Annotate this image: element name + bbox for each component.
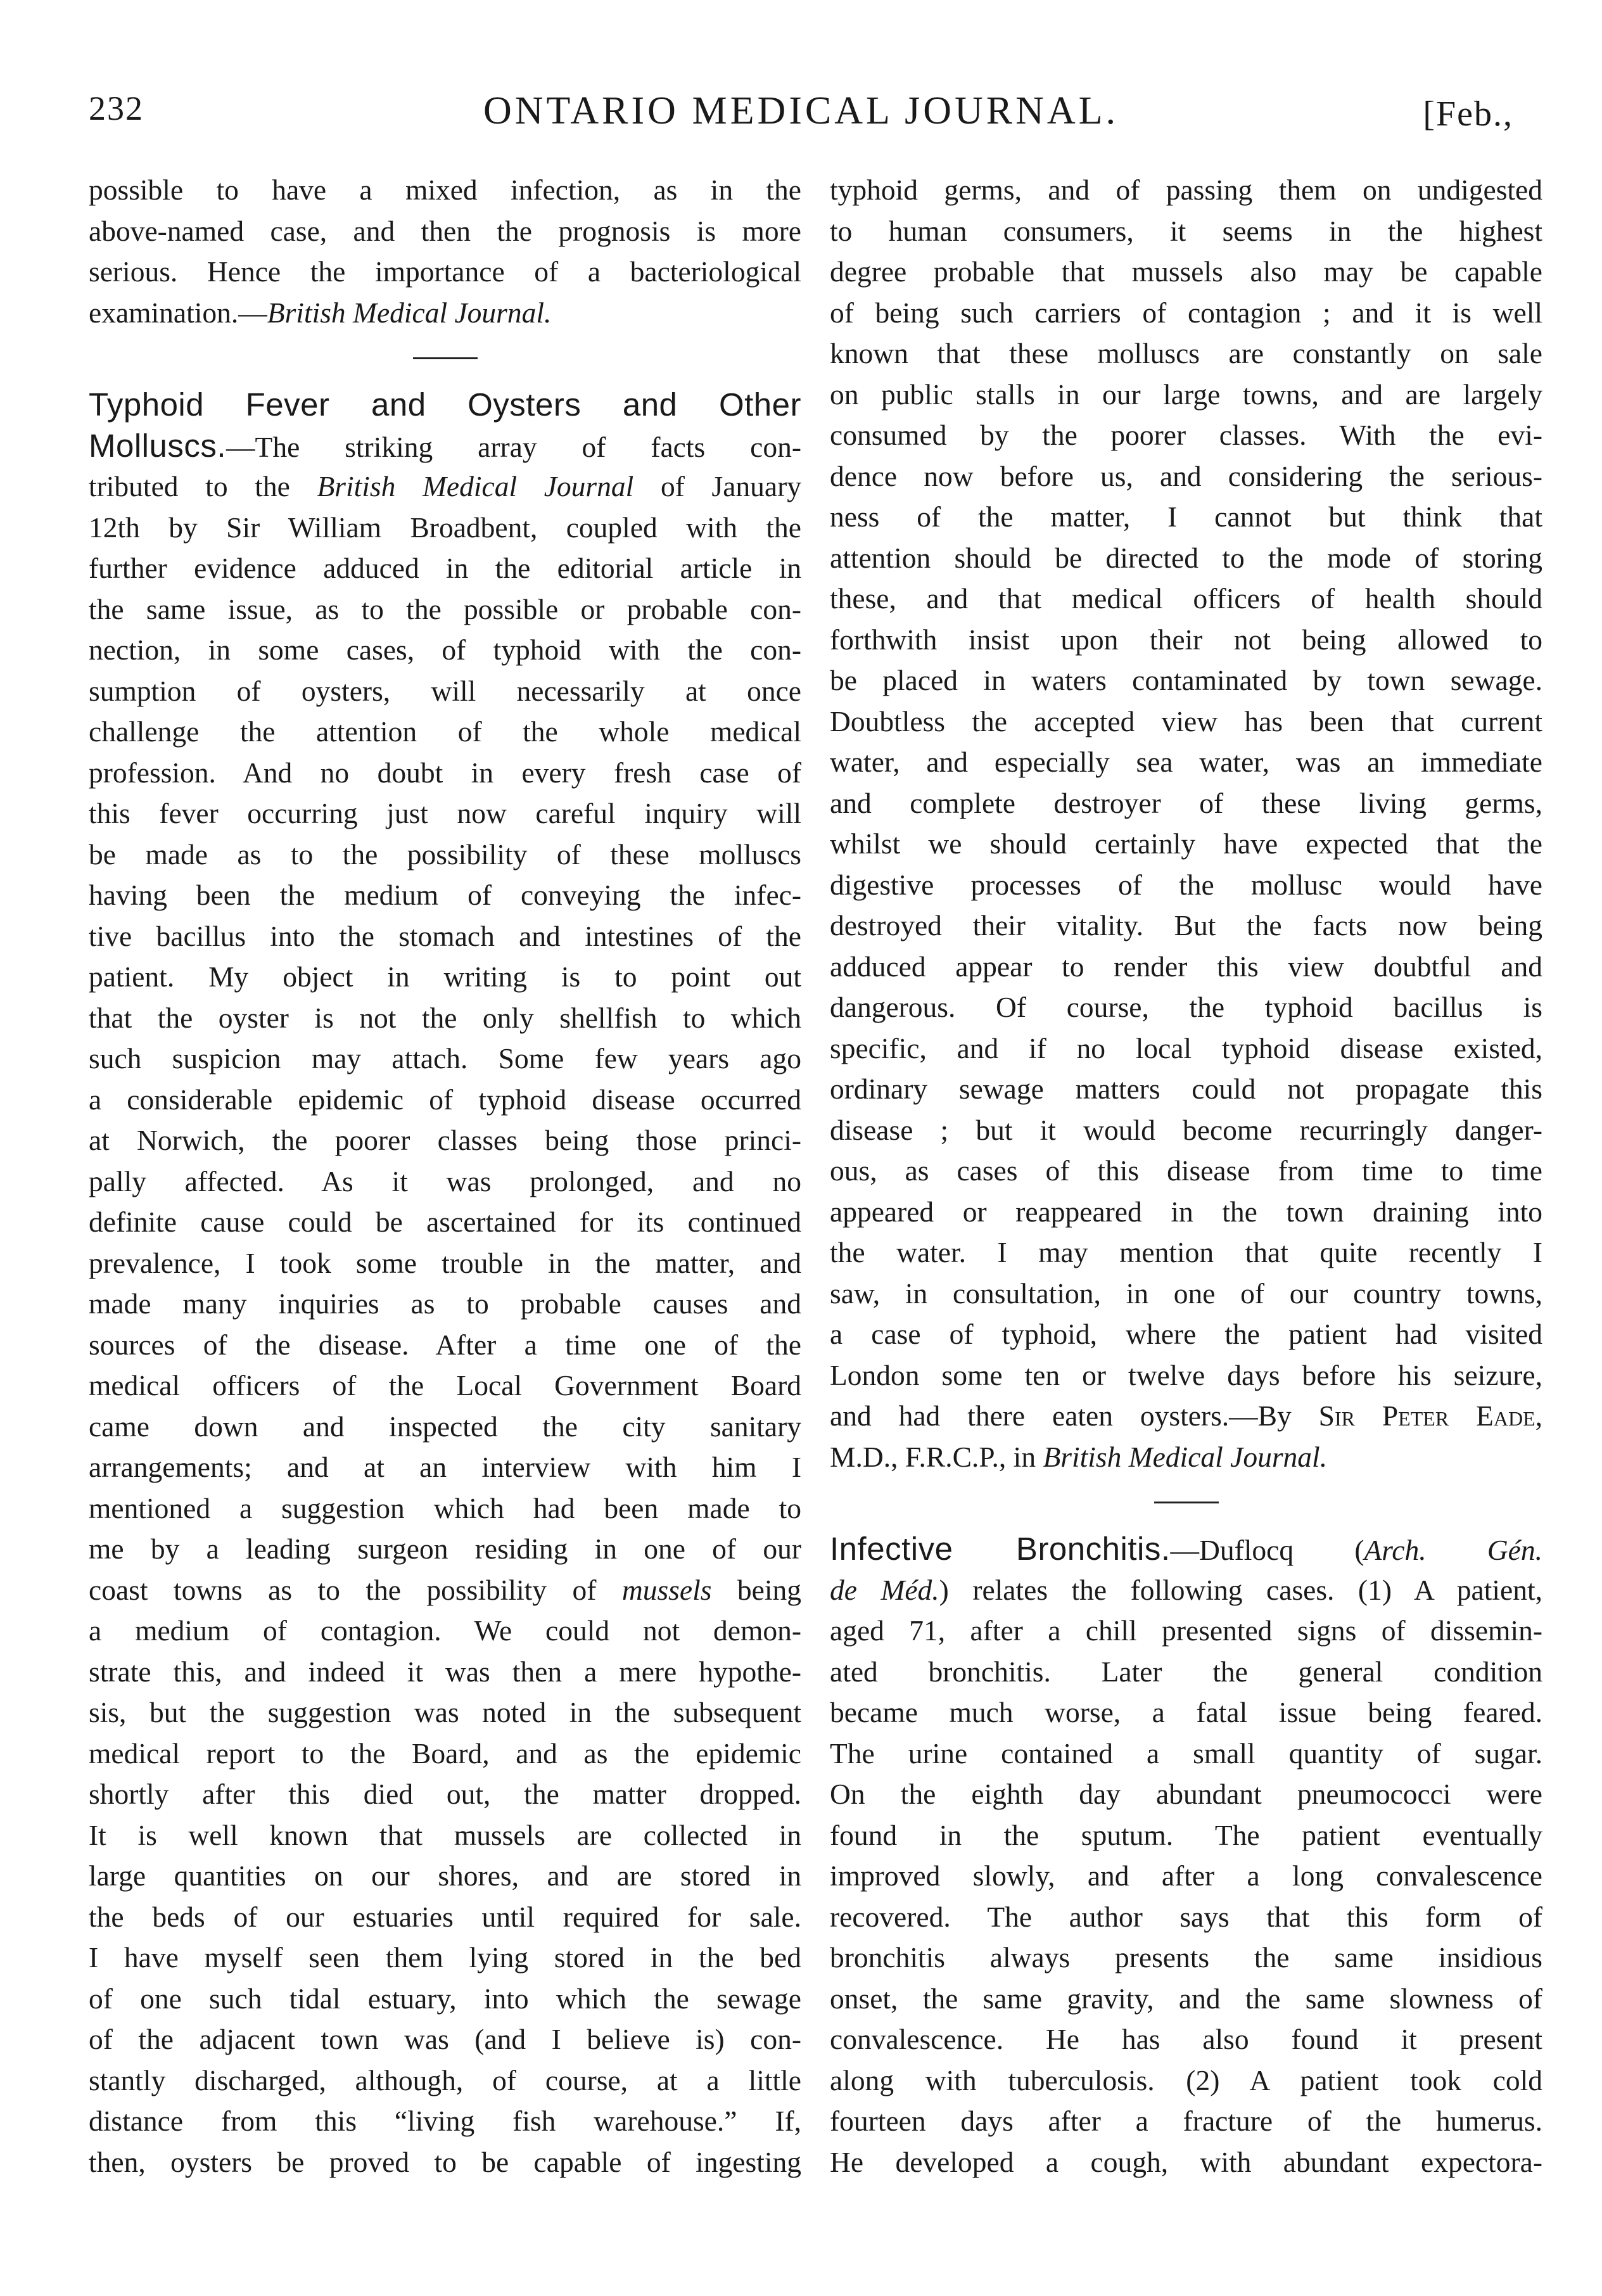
text-line: arrangements; and at an interview with him I <box>89 1451 801 1483</box>
text-line: large quantities on our shores, and are stored in <box>89 1859 801 1892</box>
citation-source: Arch. Gén. <box>1364 1534 1542 1566</box>
text-line: stantly discharged, although, of course, at a little <box>89 2063 801 2096</box>
text-line: adduced appear to render this view doubtful and <box>830 950 1542 983</box>
text-line: such suspicion may attach. Some few years ago <box>89 1042 801 1075</box>
text-line: further evidence adduced in the editorial article in <box>89 552 801 584</box>
text-line: a medium of contagion. We could not demon- <box>89 1614 801 1647</box>
text-line <box>830 1437 1542 1478</box>
text-line: improved slowly, and after a long convalescence <box>830 1859 1542 1892</box>
text-line: at Norwich, the poorer classes being those princi- <box>89 1124 801 1156</box>
text-run: M.D., F.R.C.P., in <box>830 1440 1043 1473</box>
text-run: coast towns as to the possibility of <box>89 1573 622 1606</box>
text-line: medical report to the Board, and as the epidemic <box>89 1737 801 1770</box>
text-line: patient. My object in writing is to point out <box>89 960 801 993</box>
text-line: the water. I may mention that quite recently I <box>830 1236 1542 1268</box>
text-line: disease ; but it would become recurringly danger- <box>830 1113 1542 1146</box>
text-line: saw, in consultation, in one of our country towns, <box>830 1277 1542 1310</box>
text-line: challenge the attention of the whole medical <box>89 715 801 748</box>
text-line: the beds of our estuaries until required for sale. <box>89 1900 801 1933</box>
right-column <box>830 170 1542 2183</box>
text-line: along with tuberculosis. (2) A patient took cold <box>830 2063 1542 2096</box>
section-divider <box>1154 1502 1219 1503</box>
text-line: typhoid germs, and of passing them on undigested <box>830 174 1542 206</box>
text-line: medical officers of the Local Government Board <box>89 1369 801 1401</box>
text-line: degree probable that mussels also may be capable <box>830 255 1542 288</box>
text-line: above-named case, and then the prognosis is more <box>89 214 801 247</box>
text-line: fourteen days after a fracture of the humerus. <box>830 2105 1542 2137</box>
author-name: Sir Peter Eade, <box>1318 1400 1542 1432</box>
date-mark: [Feb., <box>1423 94 1513 134</box>
text-line <box>89 426 801 467</box>
text-line: digestive processes of the mollusc would have <box>830 868 1542 901</box>
text-line <box>89 466 801 507</box>
text-run: being <box>711 1573 801 1606</box>
text-line: possible to have a mixed infection, as in the <box>89 174 801 206</box>
text-line: definite cause could be ascertained for its continued <box>89 1206 801 1238</box>
text-line: of the adjacent town was (and I believe is) con- <box>89 2023 801 2055</box>
text-line: a considerable epidemic of typhoid disease occurred <box>89 1083 801 1116</box>
article-heading: Typhoid Fever and Oysters and Other <box>89 386 801 423</box>
text-line: destroyed their vitality. But the facts now being <box>830 909 1542 941</box>
text-line: distance from this “living fish warehouse.” If, <box>89 2105 801 2137</box>
text-line: of one such tidal estuary, into which the sewage <box>89 1982 801 2015</box>
article-heading: Infective Bronchitis. <box>830 1531 1171 1567</box>
text-line: He developed a cough, with abundant expectora- <box>830 2145 1542 2178</box>
emphasis: mussels <box>621 1573 712 1606</box>
text-line: whilst we should certainly have expected that the <box>830 827 1542 860</box>
continuation-paragraph <box>89 170 801 333</box>
text-line: On the eighth day abundant pneumococci were <box>830 1778 1542 1810</box>
text-line: forthwith insist upon their not being allowed to <box>830 623 1542 656</box>
text-line: convalescence. He has also found it present <box>830 2023 1542 2055</box>
text-line: ordinary sewage matters could not propagate this <box>830 1073 1542 1105</box>
text-line: aged 71, after a chill presented signs of dissemin- <box>830 1614 1542 1647</box>
text-line: be made as to the possibility of these molluscs <box>89 838 801 871</box>
text-line <box>89 1570 801 1611</box>
continuation-paragraph <box>830 170 1542 1477</box>
text-line: specific, and if no local typhoid disease existed, <box>830 1031 1542 1064</box>
text-line: strate this, and indeed it was then a mere hypothe- <box>89 1655 801 1688</box>
text-line: came down and inspected the city sanitary <box>89 1410 801 1443</box>
text-run: and had there eaten oysters.—By <box>830 1400 1319 1432</box>
text-line: prevalence, I took some trouble in the matter, and <box>89 1246 801 1279</box>
text-line <box>89 293 801 334</box>
text-line: consumed by the poorer classes. With the evi- <box>830 419 1542 451</box>
text-line: a case of typhoid, where the patient had visited <box>830 1318 1542 1350</box>
text-line: profession. And no doubt in every fresh case of <box>89 756 801 789</box>
text-run: tributed to the <box>89 470 317 502</box>
text-line: pally affected. As it was prolonged, and no <box>89 1164 801 1197</box>
text-line: found in the sputum. The patient eventually <box>830 1818 1542 1851</box>
text-line: mentioned a suggestion which had been made to <box>89 1491 801 1524</box>
text-run: examination.— <box>89 296 267 329</box>
text-line: be placed in waters contaminated by town sewage. <box>830 664 1542 696</box>
citation-source: de Méd. <box>830 1573 939 1606</box>
text-line: ous, as cases of this disease from time to time <box>830 1154 1542 1187</box>
text-run: of January <box>633 470 801 502</box>
text-line: became much worse, a fatal issue being feared. <box>830 1696 1542 1728</box>
page-number: 232 <box>89 89 144 127</box>
text-line: shortly after this died out, the matter dropped. <box>89 1778 801 1810</box>
text-line: to human consumers, it seems in the highest <box>830 214 1542 247</box>
left-column <box>89 170 801 2183</box>
article-infective-bronchitis <box>830 1529 1542 2183</box>
text-line: onset, the same gravity, and the same slowness of <box>830 1982 1542 2015</box>
text-line: me by a leading surgeon residing in one of our <box>89 1533 801 1565</box>
text-line: dangerous. Of course, the typhoid bacillus is <box>830 991 1542 1023</box>
text-line: The urine contained a small quantity of sugar. <box>830 1737 1542 1770</box>
citation-source: British Medical Journal <box>317 470 634 502</box>
text-line: ness of the matter, I cannot but think that <box>830 501 1542 533</box>
text-line: that the oyster is not the only shellfish to which <box>89 1001 801 1034</box>
text-line: bronchitis always presents the same insidious <box>830 1941 1542 1974</box>
text-line: It is well known that mussels are collected in <box>89 1818 801 1851</box>
text-line <box>830 1396 1542 1437</box>
text-run: —Duflocq ( <box>1170 1534 1364 1566</box>
text-line: Doubtless the accepted view has been that current <box>830 705 1542 737</box>
text-line: sis, but the suggestion was noted in the subsequent <box>89 1696 801 1728</box>
text-line: appeared or reappeared in the town draining into <box>830 1195 1542 1228</box>
text-run: ) relates the following cases. (1) A patient, <box>939 1573 1542 1606</box>
text-line: I have myself seen them lying stored in the bed <box>89 1941 801 1974</box>
text-line: the same issue, as to the possible or probable con- <box>89 592 801 625</box>
article-typhoid-oysters <box>89 385 801 2183</box>
text-line: then, oysters be proved to be capable of ingesting <box>89 2145 801 2178</box>
article-heading: Molluscs. <box>89 427 227 464</box>
text-line: of being such carriers of contagion ; and it is well <box>830 296 1542 329</box>
text-run: —The striking array of facts con- <box>226 430 801 463</box>
text-line: London some ten or twelve days before his seizure, <box>830 1358 1542 1391</box>
text-line: ated bronchitis. Later the general condition <box>830 1655 1542 1688</box>
text-line: tive bacillus into the stomach and intestines of the <box>89 919 801 952</box>
text-line <box>830 1570 1542 1611</box>
text-line: on public stalls in our large towns, and are largely <box>830 378 1542 411</box>
text-line: water, and especially sea water, was an immediate <box>830 746 1542 778</box>
text-line: dence now before us, and considering the serious- <box>830 459 1542 492</box>
text-line: sumption of oysters, will necessarily at once <box>89 674 801 707</box>
text-line: serious. Hence the importance of a bacteriological <box>89 255 801 288</box>
text-line: sources of the disease. After a time one of the <box>89 1328 801 1361</box>
text-line: nection, in some cases, of typhoid with the con- <box>89 634 801 666</box>
text-line: 12th by Sir William Broadbent, coupled with the <box>89 511 801 544</box>
text-line: having been the medium of conveying the infec- <box>89 879 801 911</box>
text-line: attention should be directed to the mode of storing <box>830 541 1542 574</box>
citation-source: British Medical Journal. <box>267 296 552 329</box>
text-line: and complete destroyer of these living germs, <box>830 786 1542 819</box>
section-divider <box>413 357 478 359</box>
text-line: recovered. The author says that this form of <box>830 1900 1542 1933</box>
text-line: made many inquiries as to probable causes and <box>89 1287 801 1320</box>
text-line: these, and that medical officers of health should <box>830 582 1542 615</box>
journal-title: ONTARIO MEDICAL JOURNAL. <box>483 89 1119 132</box>
text-line: known that these molluscs are constantly on sale <box>830 337 1542 369</box>
citation-source: British Medical Journal. <box>1043 1440 1328 1473</box>
running-header <box>89 89 1513 146</box>
text-line: this fever occurring just now careful inquiry will <box>89 797 801 829</box>
text-line <box>830 1529 1542 1570</box>
